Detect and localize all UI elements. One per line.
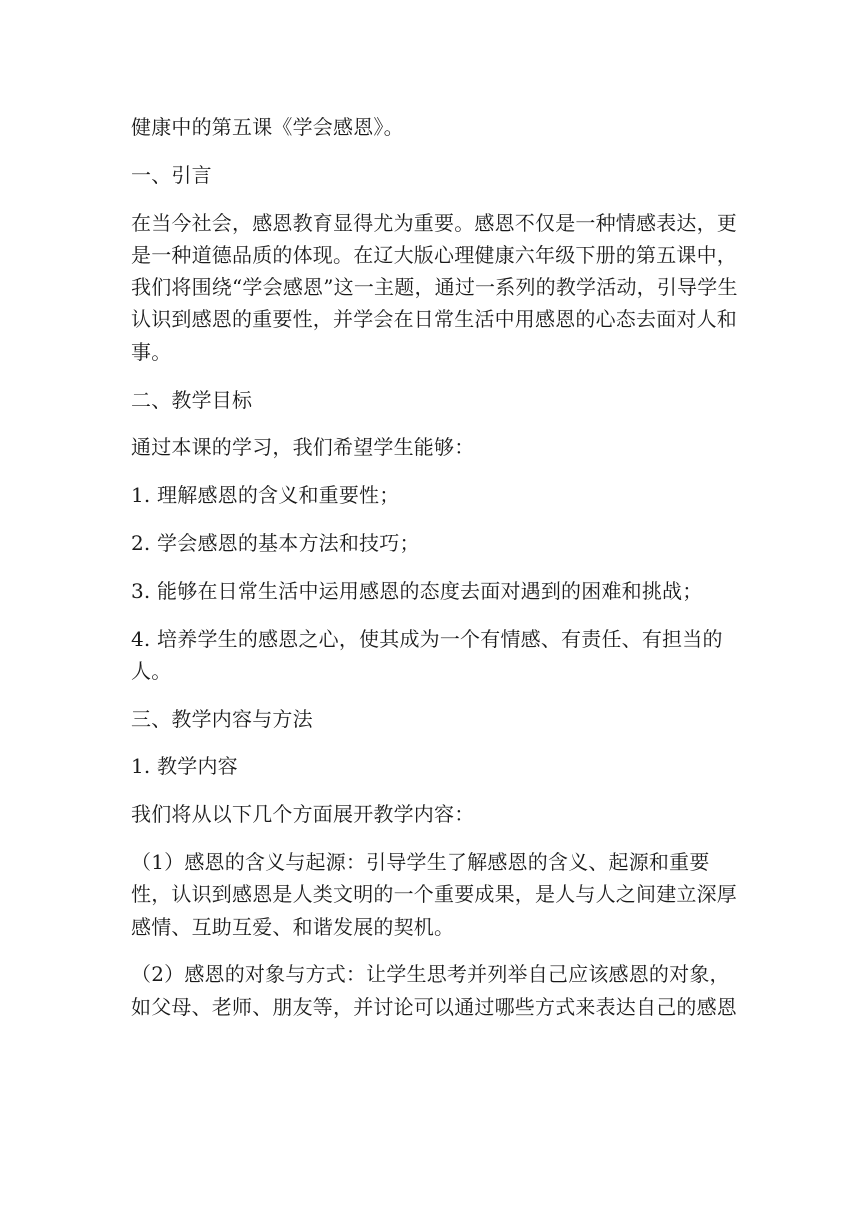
heading-content-methods: 三、教学内容与方法 <box>131 706 313 731</box>
paragraph-content-intro: 我们将从以下几个方面展开教学内容： <box>131 802 475 827</box>
content-item-1: （1）感恩的含义与起源：引导学生了解感恩的含义、起源和重要性，认识到感恩是人类文明的一个重要成果，是人与人之间建立深厚感情、互助互爱、和谐发展的契机。 <box>131 850 737 939</box>
paragraph-introduction: 在当今社会，感恩教育显得尤为重要。感恩不仅是一种情感表达，更是一种道德品质的体现。在辽大版心理健康六年级下册的第五课中，我们将围绕“学会感恩”这一主题，通过一系列的教学活动，引导学生认识到感恩的重要性，并学会在日常生活中用感恩的心态去面对人和事。 <box>131 210 738 364</box>
paragraph-objectives-intro: 通过本课的学习，我们希望学生能够： <box>131 435 475 460</box>
document-body <box>131 111 743 1023</box>
content-item-2: （2）感恩的对象与方式：让学生思考并列举自己应该感恩的对象，如父母、老师、朋友等，并讨论可以通过哪些方式来表达自己的感恩 <box>131 962 737 1019</box>
heading-objectives: 二、教学目标 <box>131 387 253 412</box>
objective-item-4: 4. 培养学生的感恩之心，使其成为一个有情感、有责任、有担当的人。 <box>131 626 723 683</box>
objective-item-2: 2. 学会感恩的基本方法和技巧； <box>131 530 420 555</box>
intro-line: 健康中的第五课《学会感恩》。 <box>131 115 404 139</box>
objective-item-1: 1. 理解感恩的含义和重要性； <box>131 483 400 508</box>
objective-item-3: 3. 能够在日常生活中运用感恩的态度去面对遇到的困难和挑战； <box>131 578 703 603</box>
subheading-content: 1. 教学内容 <box>131 754 238 779</box>
heading-introduction: 一、引言 <box>131 162 212 187</box>
